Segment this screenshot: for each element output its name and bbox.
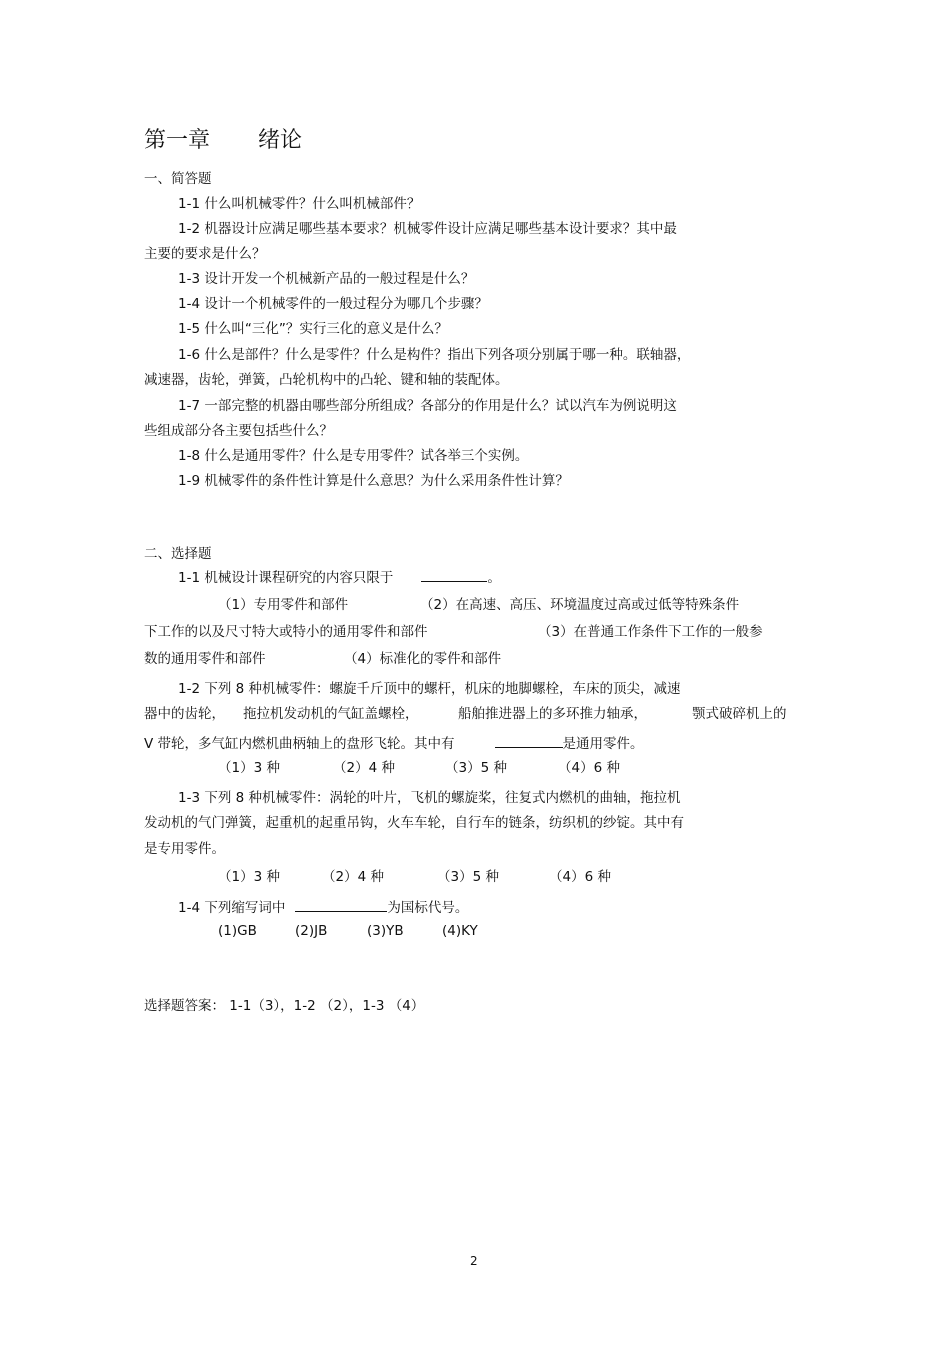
question-1-3: 1-3 设计开发一个机械新产品的一般过程是什么？ xyxy=(178,271,475,287)
question-1-8: 1-8 什么是通用零件？什么是专用零件？试各举三个实例。 xyxy=(178,448,529,464)
choice-1-4-stem-text: 1-4 下列缩写词中 xyxy=(178,900,286,916)
choice-1-3-line1: 1-3 下列 8 种机械零件：涡轮的叶片，飞机的螺旋桨，往复式内燃机的曲轴，拖拉机 xyxy=(178,790,681,806)
question-1-7-line2: 些组成部分各主要包括些什么？ xyxy=(144,423,333,439)
answer-blank xyxy=(495,734,563,748)
choice-1-2-line3-text: V 带轮，多气缸内燃机曲柄轴上的盘形飞轮。其中有 xyxy=(144,736,455,752)
choice-1-2-line2c: 船舶推进器上的多环推力轴承， xyxy=(458,706,647,722)
section-heading-short-answer: 一、简答题 xyxy=(144,171,212,187)
choice-1-2-option-2: （2）4 种 xyxy=(333,760,395,776)
chapter-name: 绪论 xyxy=(258,128,303,153)
choice-1-2-line3 xyxy=(144,734,644,753)
answer-blank xyxy=(421,568,487,582)
chapter-title xyxy=(144,126,302,156)
choice-1-2-option-4: （4）6 种 xyxy=(558,760,620,776)
question-1-7-line1: 1-7 一部完整的机器由哪些部分所组成？各部分的作用是什么？试以汽车为例说明这 xyxy=(178,398,677,414)
choice-1-3-option-2: （2）4 种 xyxy=(322,869,384,885)
question-1-4: 1-4 设计一个机械零件的一般过程分为哪几个步骤？ xyxy=(178,296,488,312)
choice-1-4-option-2: (2)JB xyxy=(295,923,328,939)
choice-1-3-option-1: （1）3 种 xyxy=(218,869,280,885)
section-heading-multiple-choice: 二、选择题 xyxy=(144,546,212,562)
choice-1-1-stem xyxy=(178,568,501,587)
question-1-6-line1: 1-6 什么是部件？什么是零件？什么是构件？指出下列各项分别属于哪一种。联轴器， xyxy=(178,347,691,363)
choice-1-2-option-1: （1）3 种 xyxy=(218,760,280,776)
question-1-6-line2: 减速器，齿轮，弹簧，凸轮机构中的凸轮、键和轴的装配体。 xyxy=(144,372,509,388)
chapter-number: 第一章 xyxy=(144,128,211,153)
choice-1-2-line2b: 拖拉机发动机的气缸盖螺栓， xyxy=(243,706,419,722)
question-1-5: 1-5 什么叫“三化”？实行三化的意义是什么？ xyxy=(178,321,448,337)
question-1-2-line2: 主要的要求是什么？ xyxy=(144,246,266,262)
choice-1-1-option-4: （4）标准化的零件和部件 xyxy=(344,651,502,667)
choice-1-2-line1: 1-2 下列 8 种机械零件：螺旋千斤顶中的螺杆，机床的地脚螺栓，车床的顶尖，减速 xyxy=(178,681,681,697)
choice-1-2-line2a: 器中的齿轮， xyxy=(144,706,225,722)
choice-1-1-option-2-cont: 下工作的以及尺寸特大或特小的通用零件和部件 xyxy=(144,624,428,640)
choice-1-3-option-3: （3）5 种 xyxy=(437,869,499,885)
choice-1-1-option-3-cont: 数的通用零件和部件 xyxy=(144,651,266,667)
choice-1-2-option-3: （3）5 种 xyxy=(445,760,507,776)
choice-1-4-option-1: (1)GB xyxy=(218,923,257,939)
choice-1-2-line2d: 颚式破碎机上的 xyxy=(692,706,787,722)
choice-1-4-option-3: (3)YB xyxy=(367,923,404,939)
question-1-9: 1-9 机械零件的条件性计算是什么意思？为什么采用条件性计算？ xyxy=(178,473,569,489)
choice-1-1-option-2: （2）在高速、高压、环境温度过高或过低等特殊条件 xyxy=(420,597,740,613)
choice-1-4-stem-end: 为国标代号。 xyxy=(387,900,469,916)
choice-1-3-option-4: （4）6 种 xyxy=(549,869,611,885)
question-1-1: 1-1 什么叫机械零件？什么叫机械部件？ xyxy=(178,196,421,212)
choice-1-3-line2: 发动机的气门弹簧，起重机的起重吊钩，火车车轮，自行车的链条，纺织机的纱锭。其中有 xyxy=(144,815,684,831)
question-1-2-line1: 1-2 机器设计应满足哪些基本要求？机械零件设计应满足哪些基本设计要求？其中最 xyxy=(178,221,677,237)
answer-key: 选择题答案： 1-1（3），1-2 （2），1-3 （4） xyxy=(144,998,425,1014)
choice-1-4-stem xyxy=(178,898,468,917)
choice-1-4-option-4: (4)KY xyxy=(442,923,478,939)
choice-1-2-line3-end: 是通用零件。 xyxy=(562,736,644,752)
page-number: 2 xyxy=(470,1254,478,1268)
choice-1-3-line3: 是专用零件。 xyxy=(144,841,225,857)
choice-1-1-stem-text: 1-1 机械设计课程研究的内容只限于 xyxy=(178,570,394,586)
choice-1-1-stem-end: 。 xyxy=(487,570,501,586)
choice-1-1-option-3: （3）在普通工作条件下工作的一般参 xyxy=(538,624,763,640)
choice-1-1-option-1: （1）专用零件和部件 xyxy=(218,597,349,613)
answer-blank xyxy=(295,898,387,912)
